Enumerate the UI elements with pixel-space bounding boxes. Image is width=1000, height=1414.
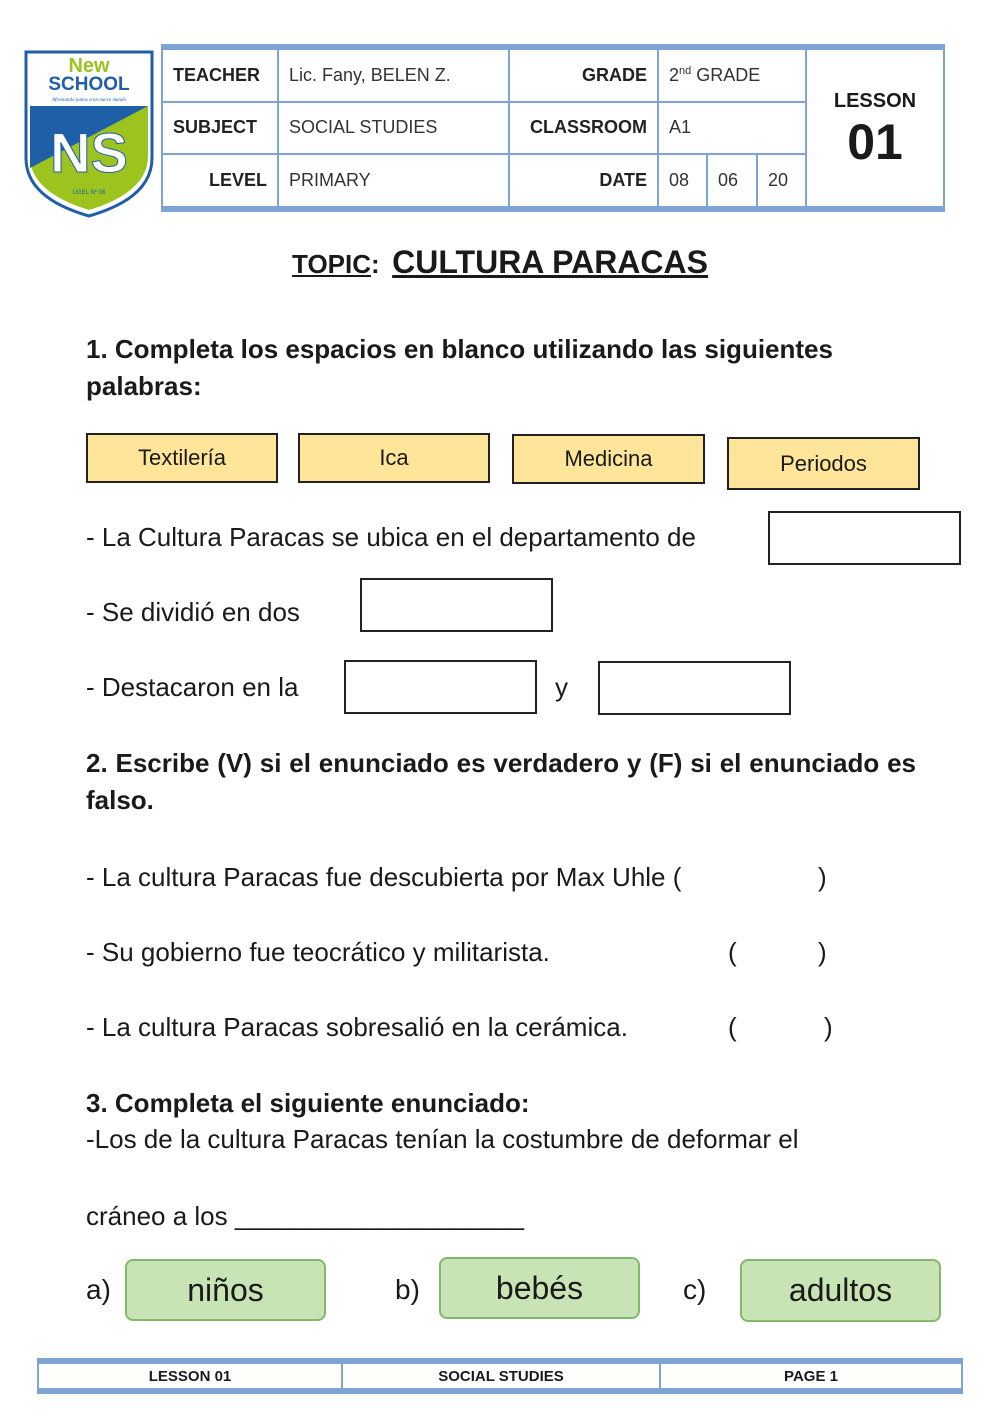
footer-subject: SOCIAL STUDIES (342, 1363, 660, 1389)
subject-value: SOCIAL STUDIES (278, 102, 509, 155)
teacher-value: Lic. Fany, BELEN Z. (278, 49, 509, 102)
q3-sentence-2: cráneo a los ____________________ (86, 1201, 525, 1231)
option-letter-b: b) (395, 1274, 420, 1305)
word-bank-item[interactable]: Medicina (512, 434, 705, 484)
teacher-label: TEACHER (162, 49, 278, 102)
tf-statement-2: - Su gobierno fue teocrático y militarista. (86, 937, 550, 967)
school-logo (22, 48, 156, 218)
subject-label: SUBJECT (162, 102, 278, 155)
q1-and: y (555, 672, 568, 702)
tf-open-paren: ( (728, 1012, 737, 1042)
date-year: 20 (757, 154, 806, 207)
lesson-label: LESSON (833, 89, 917, 112)
q1-sentence-3: - Destacaron en la (86, 672, 299, 702)
word-bank-item[interactable]: Periodos (727, 437, 920, 490)
tf-answer-3[interactable] (742, 1012, 818, 1044)
lesson-number: 01 (847, 113, 903, 170)
footer-lesson: LESSON 01 (38, 1363, 342, 1389)
word-bank-item[interactable]: Textilería (86, 433, 278, 483)
classroom-value: A1 (658, 102, 806, 155)
topic-label: TOPIC (292, 249, 372, 279)
logo-tagline: Afrontando juntos a un nuevo mundo (51, 98, 127, 103)
question-2-title: 2. Escribe (V) si el enunciado es verdadero y (F) si el enunciado es falso. (86, 748, 916, 815)
date-label: DATE (509, 154, 658, 207)
option-letter-a: a) (86, 1274, 111, 1305)
topic-colon: : (371, 249, 380, 279)
question-3-title: 3. Completa el siguiente enunciado: (86, 1088, 530, 1118)
q1-sentence-2: - Se dividió en dos (86, 597, 300, 627)
topic-title: CULTURA PARACAS (392, 244, 708, 280)
question-1-title: 1. Completa los espacios en blanco utilizando las siguientes palabras: (86, 334, 833, 401)
date-day: 08 (658, 154, 707, 207)
tf-statement-1: - La cultura Paracas fue descubierta por Max Uhle ( (86, 862, 682, 892)
tf-answer-2[interactable] (742, 937, 812, 969)
tf-close-paren: ) (818, 937, 827, 967)
topic-heading (0, 244, 1000, 281)
grade-value: 2nd GRADE (658, 49, 806, 102)
level-value: PRIMARY (278, 154, 509, 207)
answer-blank-department[interactable] (768, 511, 961, 565)
tf-answer-1[interactable] (742, 862, 812, 894)
footer-page: PAGE 1 (660, 1363, 962, 1389)
answer-blank-periods[interactable] (360, 578, 553, 632)
word-bank-item[interactable]: Ica (298, 433, 490, 483)
tf-close-paren: ) (818, 862, 827, 892)
answer-blank-highlight-1[interactable] (344, 660, 537, 714)
classroom-label: CLASSROOM (509, 102, 658, 155)
answer-blank-highlight-2[interactable] (598, 661, 791, 715)
date-month: 06 (707, 154, 757, 207)
lesson-box (806, 49, 944, 207)
header-table (161, 44, 945, 212)
logo-ugel: UGEL Nº 06 (72, 190, 106, 196)
q3-sentence-1: -Los de la cultura Paracas tenían la costumbre de deformar el (86, 1124, 799, 1154)
option-button-c[interactable]: adultos (740, 1259, 941, 1322)
tf-close-paren: ) (824, 1012, 833, 1042)
level-label: LEVEL (162, 154, 278, 207)
logo-initials: NS (50, 121, 128, 184)
logo-line1: New (68, 55, 110, 77)
option-button-b[interactable]: bebés (439, 1257, 640, 1319)
q1-sentence-1: - La Cultura Paracas se ubica en el departamento de (86, 522, 696, 552)
logo-line2: SCHOOL (48, 74, 130, 95)
option-button-a[interactable]: niños (125, 1259, 326, 1321)
option-letter-c: c) (683, 1274, 707, 1305)
footer-bar (37, 1358, 963, 1394)
tf-statement-3: - La cultura Paracas sobresalió en la cerámica. (86, 1012, 628, 1042)
grade-label: GRADE (509, 49, 658, 102)
tf-open-paren: ( (728, 937, 737, 967)
